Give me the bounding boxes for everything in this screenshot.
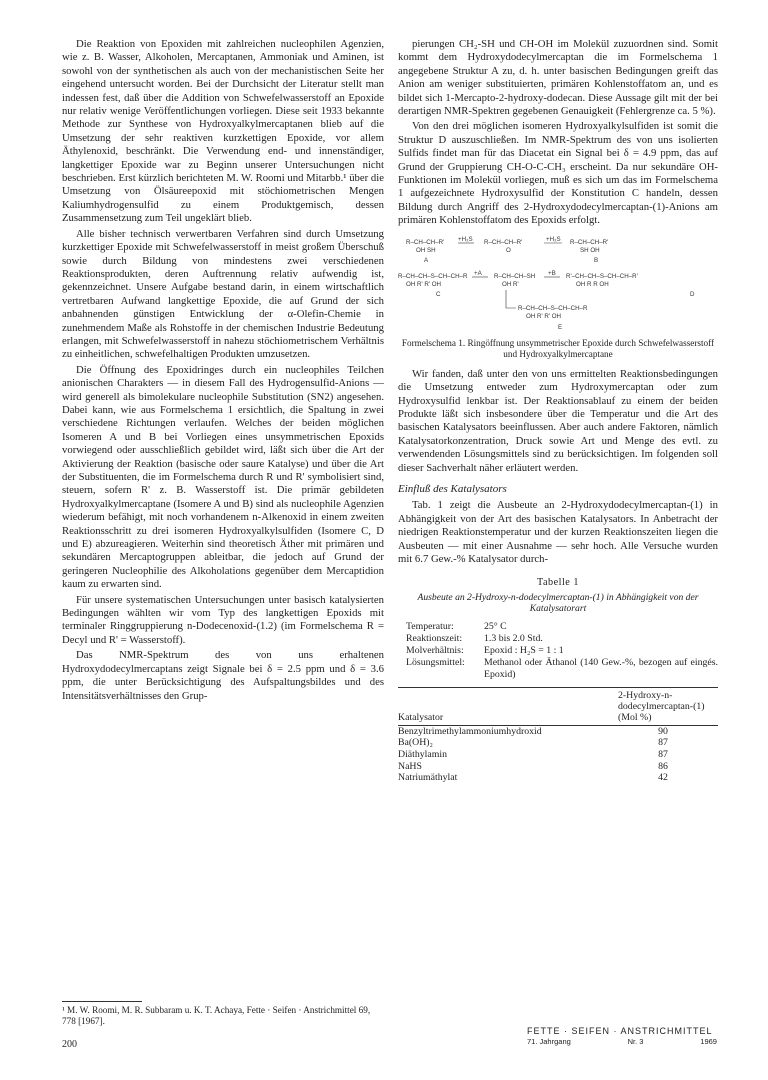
scheme-caption: Formelschema 1. Ringöffnung unsymmetrischer Epoxide durch Schwefelwasserstoff und Hydroxyalkylmercaptane bbox=[401, 337, 715, 359]
scheme-formula-b-sub: SH OH bbox=[580, 246, 600, 254]
table-row bbox=[398, 725, 718, 737]
condition-value: 25° C bbox=[484, 620, 507, 632]
paragraph: Wir fanden, daß unter den von uns ermittelten Reaktionsbedingungen die Umsetzung entweder zum Hydroxymercaptan oder zum Hydroxysulfid lenkbar ist. Der Reaktionsablauf zu einem der beiden Produkte läßt sich insbesondere über die Temperatur und die Art des basischen Katalysators beeinflussen. Aber auch andere Faktoren, nämlich Katalysatorkonzentration, Druck sowie Art und Menge des evtl. zu verwendenden Lösungsmittels sind zu berücksichtigen. Im folgenden soll dieser Sachverhalt näher erläutert werden. bbox=[398, 367, 718, 474]
scheme-arrow bbox=[506, 290, 516, 308]
journal-year: 1969 bbox=[700, 1037, 717, 1046]
catalyst-cell: Benzyltrimethylammoniumhydroxid bbox=[398, 725, 542, 737]
condition-row bbox=[406, 633, 718, 645]
scheme-intermediate-sub: OH R' bbox=[502, 280, 519, 288]
scheme-label-d: D bbox=[690, 290, 695, 298]
scheme-formula-a-sub: OH SH bbox=[416, 246, 436, 254]
catalyst-cell: NaHS bbox=[398, 760, 422, 772]
condition-value: Epoxid : H₂S = 1 : 1 bbox=[484, 644, 564, 656]
column-header-catalyst: Katalysator bbox=[398, 687, 608, 725]
paragraph: Alle bisher technisch verwertbaren Verfahren sind durch Umsetzung kurzkettiger Epoxide mit Schwefelwasserstoff in meist großem Überschuß sowie durch Bildung von mindestens zwei verschiedenen Reaktionsprodukten, deren Auftrennung relativ aufwendig ist, gekennzeichnet. Unsere Aufgabe bestand darin, in einem wirtschaftlich vertretbaren Aufwand langkettige Epoxide, die auf Grund der sich anbahnenden günstigen Entwicklung der α-Olefin-Chemie in zunehmendem Maße als Rohstoffe in der chemischen Industrie Bedeutung erlangen, mit Schwefelwasserstoff in nahezu stöchiometrischem Verhältnis zu einheitlichen, schwefelhaltigen Produkten umzusetzen. bbox=[62, 227, 384, 361]
scheme-arrow-a-label: +A bbox=[474, 269, 482, 277]
catalyst-cell: Natriumäthylat bbox=[398, 772, 458, 784]
yield-cell: 87 bbox=[658, 737, 668, 749]
scheme-label-b: B bbox=[594, 256, 599, 264]
journal-name: FETTE · SEIFEN · ANSTRICHMITTEL bbox=[527, 1026, 713, 1036]
scheme-label-e: E bbox=[558, 323, 563, 331]
catalyst-cell: Ba(OH)₂ bbox=[398, 737, 433, 749]
paragraph: Die Öffnung des Epoxidringes durch ein nucleophiles Teilchen anionischen Charakters — in diesem Fall des Hydrogensulfid-Anions — wird generell als bimolekulare nucleophile Substitution (SN2) angesehen. Dabei kann, wie aus Formelschema 1 ersichtlich, die Spaltung in zwei verschiedene Richtungen verlaufen. Welches der beiden möglichen Isomeren A und B bei Vorliegen eines unsymmetrischen Epoxids vorwiegend oder ausschließlich gebildet wird, läßt sich über die Art der Aktivierung der Reaktion (basische oder saure Katalyse) und über die Art der Substituenten, die im Formelschema durch R und R' symbolisiert sind, steuern, sofern R' z. B. Wasserstoff ist. Die primär gebildeten Hydroxyalkylmercaptane (Isomere A und B) sind als nucleophile Agenzien wiederum befähigt, mit noch vorhandenem n-Alkenoxid in einem zweiten Reaktionsschritt zu drei isomeren Hydroxyalkylsulfiden (Isomere C, D und E) abzureagieren. Weiterhin sind theoretisch Äther mit primären und sekundären Mercaptogruppen ableitbar, die jedoch auf Grund der geringeren Nucleophilie des Alkoholations gegenüber dem Mercaptidion kaum zu erwarten sind. bbox=[62, 363, 384, 591]
scheme-label-c: C bbox=[436, 290, 441, 298]
scheme-formula-c: R–CH–CH–S–CH–CH–R bbox=[398, 272, 468, 280]
table-header-row bbox=[398, 687, 718, 725]
scheme-arrow-h2s-right: +H₂S bbox=[546, 235, 561, 243]
condition-row bbox=[406, 657, 718, 681]
condition-value: 1.3 bis 2.0 Std. bbox=[484, 632, 543, 644]
reaction-scheme-drawing bbox=[398, 234, 718, 334]
results-table bbox=[398, 687, 718, 784]
paragraph: Für unsere systematischen Untersuchungen unter basisch katalysierten Bedingungen wählten wir vom Typ des langkettigen Epoxids mit terminaler Ringgruppierung n-Dodecenoxid-(1.2) (im Formelschema R = Decyl und R' = Wasserstoff). bbox=[62, 593, 384, 646]
scheme-formula-e-sub: OH R' R' OH bbox=[526, 312, 562, 320]
footnote: ¹ M. W. Roomi, M. R. Subbaram u. K. T. Achaya, Fette · Seifen · Anstrichmittel 69, 778 [1967]. bbox=[62, 1005, 371, 1026]
table-subtitle: Ausbeute an 2-Hydroxy-n-dodecylmercaptan-(1) in Abhängigkeit von der Katalysatorart bbox=[417, 591, 699, 615]
scheme-formula-b: R–CH–CH–R' bbox=[570, 238, 609, 246]
right-column bbox=[398, 38, 718, 784]
paragraph: Tab. 1 zeigt die Ausbeute an 2-Hydroxydodecylmercaptan-(1) in Abhängigkeit von der Art des basischen Katalysators. In Anbetracht der niedrigen Reaktionstemperatur und der kurzen Reaktionszeiten liegen die Ausbeuten — mit einer Ausnahme — sehr hoch. Alle Versuche wurden mit 6.7 Gew.-% Katalysator durch- bbox=[398, 499, 718, 565]
paragraph: pierungen CH₂-SH und CH-OH im Molekül zuzuordnen sind. Somit kommt dem Hydroxydodecylmercaptan die im Formelschema 1 angegebene Struktur A zu, d. h. unter basischen Bedingungen greift das Anion am weniger substituierten, primären Kohlenstoffatom an, und es bildet sich 1-Mercapto-2-hydroxy-dodecan. Diese Aussage gilt mit der bei derartigen NMR-Spektren gegebenen Genauigkeit (Fehlergrenze ca. 5 %). bbox=[398, 38, 718, 118]
reaction-scheme bbox=[398, 234, 718, 334]
scheme-label-a: A bbox=[424, 256, 429, 264]
table-conditions bbox=[406, 621, 718, 681]
scheme-formula-c-sub: OH R' R' OH bbox=[406, 280, 442, 288]
catalyst-cell: Diäthylamin bbox=[398, 748, 447, 760]
journal-volume: 71. Jahrgang bbox=[527, 1037, 571, 1046]
journal-issue: Nr. 3 bbox=[627, 1037, 644, 1046]
section-title: Einfluß des Katalysators bbox=[398, 482, 507, 495]
footnote-divider bbox=[62, 1001, 142, 1002]
scheme-arrow-h2s-left: +H₂S bbox=[458, 235, 473, 243]
scheme-epoxide-sub: O bbox=[506, 246, 511, 254]
condition-key: Lösungsmittel: bbox=[406, 656, 465, 668]
condition-key: Molverhältnis: bbox=[406, 644, 464, 656]
table-row bbox=[398, 737, 718, 749]
journal-issue-info bbox=[527, 1037, 717, 1046]
paragraph: Die Reaktion von Epoxiden mit zahlreichen nucleophilen Agenzien, wie z. B. Wasser, Alkoholen, Mercaptanen, Ammoniak und Aminen, ist sowohl von der synthetischen als auch von der mechanistischen Seite her eingehend untersucht worden. Bei der Durchsicht der Literatur stellt man indessen fest, daß über die Addition von Schwefelwasserstoff an Epoxide nur relativ wenige Veröffentlichungen vorliegen. Diese seit 1933 bekannte Methode zur Synthese von Hydroxyalkylmercaptanen blieb auf die Umsetzung der sehr reaktiven kurzkettigen Epoxide, vor allem Äthylenoxid, beschränkt. Die Verwendung end- und innenständiger, langkettiger Epoxide war zu Beginn unserer Untersuchungen nicht beschrieben. Erst kürzlich berichteten M. W. Roomi und Mitarbb.¹ über die Umsetzung von Ölsäureepoxid mit stöchiometrischen Mengen Kaliumhydrogensulfid zu einem Produktgemisch, dessen Zusammensetzung zum Teil ungeklärt blieb. bbox=[62, 38, 384, 225]
scheme-arrow-b-label: +B bbox=[548, 269, 556, 277]
yield-cell: 90 bbox=[658, 725, 668, 737]
scheme-intermediate: R–CH–CH–SH bbox=[494, 272, 536, 280]
paragraph: Das NMR-Spektrum des von uns erhaltenen Hydroxydodecylmercaptans zeigt Signale bei δ = 2.5 ppm und δ = 3.6 ppm, die unter Berücksichtigung des Aufspaltungsbildes und des Intensitätsverhältnisses den Grup- bbox=[62, 649, 384, 702]
table-row bbox=[398, 749, 718, 761]
page-number: 200 bbox=[62, 1039, 77, 1050]
condition-value: Methanol oder Äthanol (140 Gew.-%, bezogen auf eingés. Epoxid) bbox=[484, 656, 718, 680]
condition-row bbox=[406, 645, 718, 657]
scheme-epoxide: R–CH–CH–R' bbox=[484, 238, 523, 246]
scheme-formula-d-sub: OH R R OH bbox=[576, 280, 609, 288]
condition-key: Reaktionszeit: bbox=[406, 632, 463, 644]
yield-cell: 86 bbox=[658, 760, 668, 772]
yield-cell: 42 bbox=[658, 772, 668, 784]
yield-cell: 87 bbox=[658, 748, 668, 760]
table-row bbox=[398, 772, 718, 784]
column-header-yield: 2-Hydroxy-n-dodecylmercaptan-(1) (Mol %) bbox=[608, 687, 718, 725]
condition-row bbox=[406, 621, 718, 633]
scheme-formula-e: R–CH–CH–S–CH–CH–R bbox=[518, 304, 588, 312]
scheme-formula-a: R–CH–CH–R' bbox=[406, 238, 445, 246]
paragraph: Von den drei möglichen isomeren Hydroxyalkylsulfiden ist somit die Struktur D auszuschließen. Im NMR-Spektrum des von uns isolierten Sulfids findet man für das Diacetat ein Signal bei δ = 4.9 ppm, das auf Grund der Gruppierung CH-O-C-CH₃ erscheint. Da nur sekundäre OH-Funktionen im Molekül vorliegen, muß es sich um das im Formelschema 1 aufgezeichnete Hydroxysulfid der Konstitution C handeln, dessen Bildung durch Angriff des 2-Hydroxydodecylmercaptan-(1)-Anions am primären Kohlenstoffatom des Epoxids erfolgt. bbox=[398, 120, 718, 227]
left-column bbox=[62, 38, 384, 703]
scheme-formula-d: R'–CH–CH–S–CH–CH–R' bbox=[566, 272, 638, 280]
condition-key: Temperatur: bbox=[406, 620, 454, 632]
table-row bbox=[398, 761, 718, 773]
table-title: Tabelle 1 bbox=[537, 577, 579, 589]
